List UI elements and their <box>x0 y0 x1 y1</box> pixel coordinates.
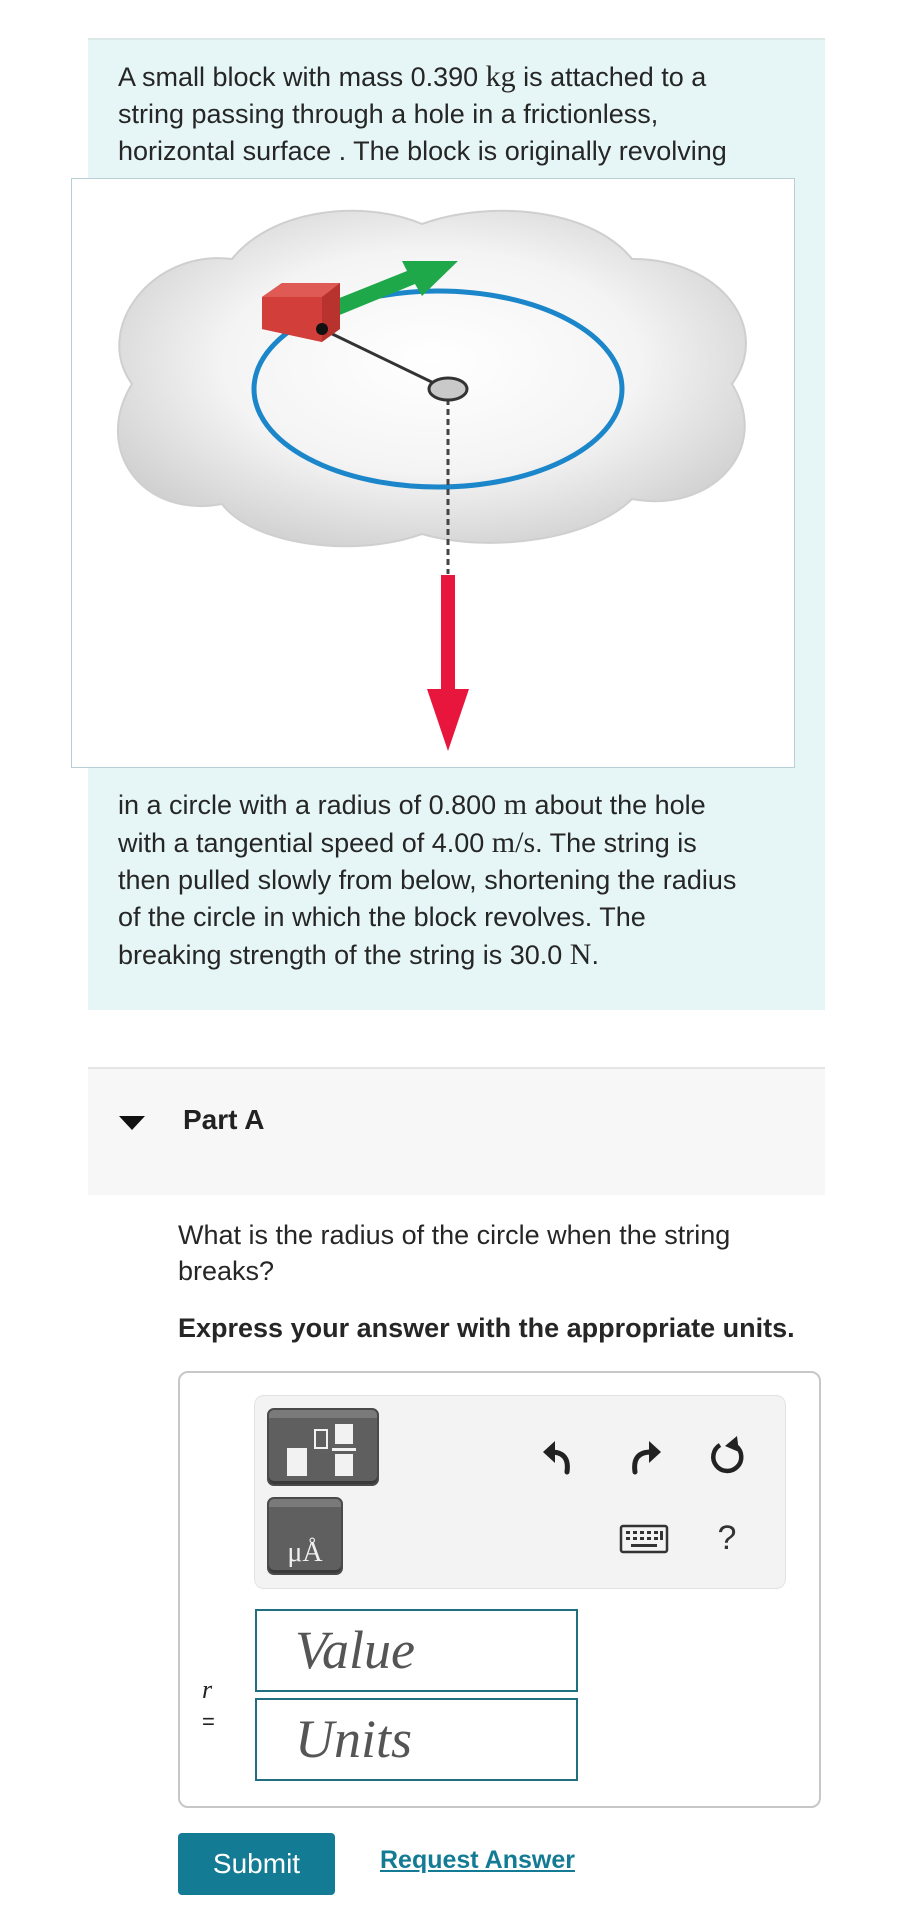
problem-panel <box>88 38 825 1010</box>
units-icon: μÅ <box>287 1537 323 1568</box>
value-input[interactable]: Value <box>255 1609 578 1692</box>
part-a-header[interactable] <box>88 1067 825 1195</box>
problem-line-2: string passing through a hole in a frictionless, <box>118 99 659 129</box>
problem-text-top <box>118 58 808 170</box>
problem-line-5-post: . The string is <box>535 828 697 858</box>
answer-variable: r <box>202 1675 213 1704</box>
answer-instruction: Express your answer with the appropriate units. <box>178 1313 795 1343</box>
speed-unit: m/s <box>491 826 536 859</box>
problem-line-4-pre: in a circle with a radius of 0.800 <box>118 790 504 820</box>
problem-line-7: of the circle in which the block revolves. The <box>118 902 646 932</box>
rotating-block-diagram <box>72 179 792 765</box>
problem-line-1-pre: A small block with mass 0.390 <box>118 62 486 92</box>
problem-text-bottom <box>118 786 808 974</box>
problem-line-4-post: about the hole <box>527 790 706 820</box>
reset-icon[interactable] <box>703 1432 751 1480</box>
problem-line-6: then pulled slowly from below, shortening the radius <box>118 865 737 895</box>
problem-figure[interactable] <box>71 178 795 768</box>
math-toolbar <box>254 1395 786 1589</box>
keyboard-icon[interactable] <box>619 1518 669 1558</box>
undo-icon[interactable] <box>537 1432 585 1480</box>
radius-unit: m <box>503 788 528 821</box>
units-button[interactable] <box>267 1497 343 1575</box>
question-line-2: breaks? <box>178 1256 275 1286</box>
force-unit: N <box>569 938 592 971</box>
problem-line-1-post: is attached to a <box>515 62 707 92</box>
redo-icon[interactable] <box>619 1432 667 1480</box>
problem-line-5-pre: with a tangential speed of 4.00 <box>118 828 492 858</box>
units-input[interactable]: Units <box>255 1698 578 1781</box>
part-title: Part A <box>183 1104 265 1135</box>
mass-unit: kg <box>485 60 516 93</box>
question-line-1: What is the radius of the circle when the string <box>178 1220 731 1250</box>
problem-line-3: horizontal surface . The block is originally revolving <box>118 136 727 166</box>
equals-sign: = <box>202 1709 215 1734</box>
problem-line-8-post: . <box>591 940 599 970</box>
pulling-force-shaft <box>441 575 455 693</box>
hole <box>429 378 467 400</box>
pulling-force-head <box>427 689 469 751</box>
answer-card <box>178 1371 821 1808</box>
help-icon[interactable]: ? <box>717 1519 737 1557</box>
request-answer-link[interactable]: Request Answer <box>380 1846 575 1874</box>
templates-icon <box>269 1410 377 1484</box>
collapse-caret-icon[interactable] <box>119 1116 145 1130</box>
problem-line-8-pre: breaking strength of the string is 30.0 <box>118 940 570 970</box>
templates-button[interactable] <box>267 1408 379 1486</box>
question-text <box>178 1217 818 1289</box>
submit-button[interactable]: Submit <box>178 1833 335 1895</box>
